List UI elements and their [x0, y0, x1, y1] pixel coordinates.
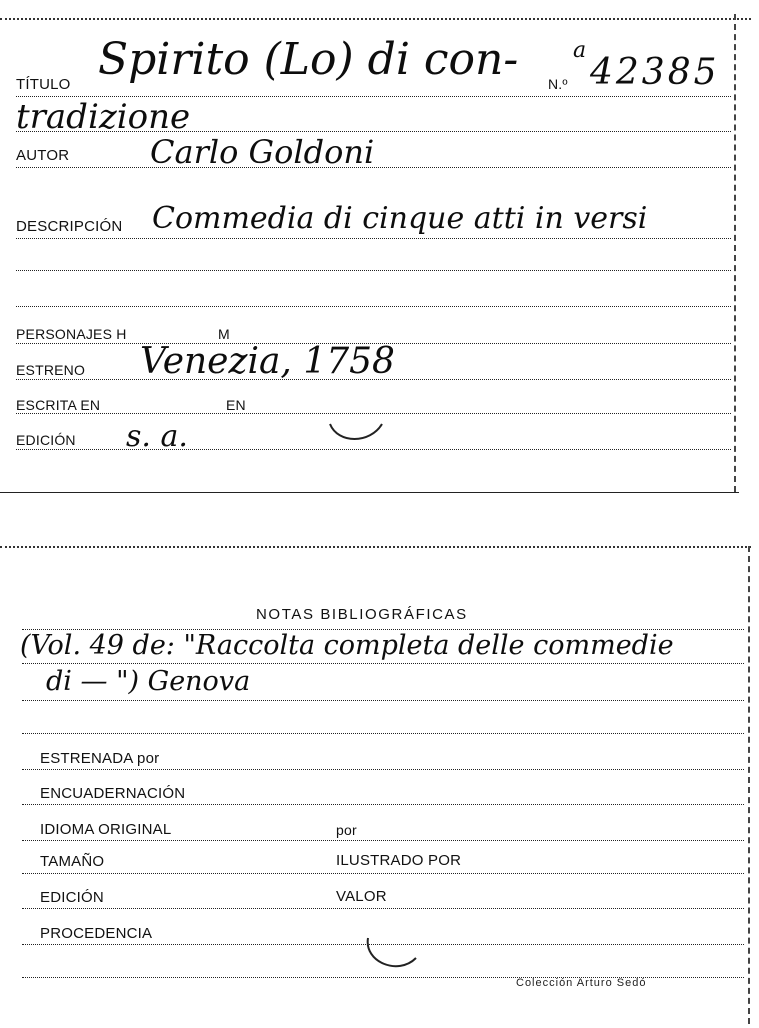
- estreno-handwriting: Venezia, 1758: [140, 341, 395, 382]
- autor-handwriting: Carlo Goldoni: [150, 133, 375, 171]
- coleccion-footer: Colección Arturo Sedó: [516, 977, 647, 989]
- descripcion-rule-2: [16, 270, 731, 271]
- edicion-rule: [16, 449, 731, 450]
- card-top-edge: [0, 18, 751, 20]
- procedencia-label: PROCEDENCIA: [40, 925, 153, 942]
- descripcion-handwriting: Commedia di cinque atti in versi: [152, 201, 648, 236]
- registro-numero: 42385: [590, 52, 720, 93]
- edicion-back-rule: [22, 908, 744, 909]
- notas-handwriting-line1: (Vol. 49 de: "Raccolta completa delle commedie: [20, 630, 674, 661]
- idioma-original-label: IDIOMA ORIGINAL: [40, 821, 172, 838]
- personajes-mujeres-label: M: [218, 326, 230, 342]
- card-bottom-edge: [0, 492, 739, 493]
- personajes-label: PERSONAJES H: [16, 326, 127, 342]
- notas-handwriting-line2: di — ") Genova: [46, 666, 251, 697]
- edicion-label: EDICIÓN: [16, 432, 76, 448]
- escrita-en-label: ESCRITA EN: [16, 397, 101, 413]
- numero-label: N.º: [548, 76, 568, 92]
- traducido-por-label: por: [336, 822, 357, 838]
- edicion-back-label: EDICIÓN: [40, 889, 104, 906]
- notas-rule-4: [22, 733, 744, 734]
- tamano-label: TAMAÑO: [40, 853, 105, 870]
- estreno-label: ESTRENO: [16, 362, 86, 378]
- punch-hole-arc: [362, 932, 420, 976]
- encuadernacion-label: ENCUADERNACIÓN: [40, 785, 186, 802]
- descripcion-label: DESCRIPCIÓN: [16, 218, 123, 235]
- valor-label: VALOR: [336, 888, 387, 905]
- estrenada-por-label: ESTRENADA por: [40, 750, 160, 767]
- descripcion-rule: [16, 238, 731, 239]
- catalog-card-front: [0, 0, 759, 500]
- tamano-rule: [22, 873, 744, 874]
- titulo-label: TÍTULO: [16, 76, 71, 93]
- card-top-edge: [0, 546, 751, 548]
- notas-bibliograficas-title: NOTAS BIBLIOGRÁFICAS: [256, 606, 468, 623]
- numero-superscript: a: [573, 38, 587, 63]
- titulo-handwriting-line1: Spirito (Lo) di con-: [98, 34, 519, 85]
- encuadernacion-rule: [22, 804, 744, 805]
- ilustrado-por-label: ILUSTRADO POR: [336, 852, 462, 869]
- escrita-en-lugar-label: EN: [226, 397, 246, 413]
- card-right-edge: [748, 546, 750, 1024]
- idioma-original-rule: [22, 840, 744, 841]
- punch-hole-arc: [326, 410, 386, 446]
- card-right-edge: [734, 14, 736, 492]
- descripcion-rule-3: [16, 306, 731, 307]
- autor-label: AUTOR: [16, 147, 70, 164]
- estrenada-por-rule: [22, 769, 744, 770]
- notas-rule-2: [22, 663, 744, 664]
- notas-rule-3: [22, 700, 744, 701]
- titulo-handwriting-line2: tradizione: [16, 97, 191, 137]
- catalog-card-back: [0, 540, 759, 1028]
- edicion-handwriting: s. a.: [126, 419, 188, 454]
